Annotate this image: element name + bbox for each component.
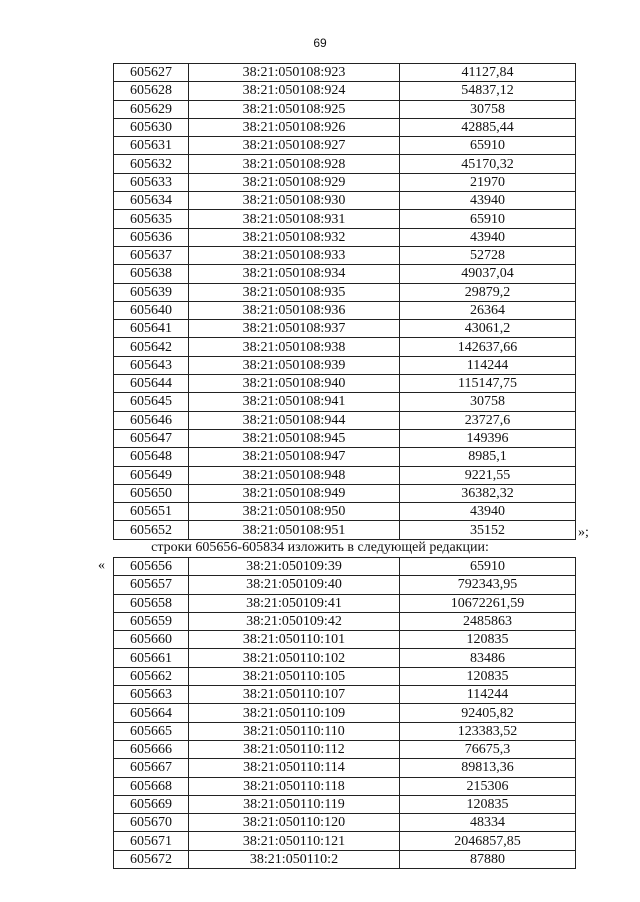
table-row: [114, 594, 576, 612]
cell-row-number: 605646: [114, 411, 189, 429]
cell-cadastral-number: 38:21:050109:41: [189, 594, 400, 612]
cell-value: 76675,3: [400, 740, 576, 758]
table-row: [114, 356, 576, 374]
cell-row-number: 605652: [114, 521, 189, 539]
cell-value: 120835: [400, 667, 576, 685]
table-row: [114, 173, 576, 191]
table-row: [114, 301, 576, 319]
table-row: [114, 558, 576, 576]
cell-value: 120835: [400, 795, 576, 813]
cell-row-number: 605633: [114, 173, 189, 191]
cell-value: 54837,12: [400, 82, 576, 100]
cell-row-number: 605649: [114, 466, 189, 484]
cell-value: 26364: [400, 301, 576, 319]
cell-row-number: 605668: [114, 777, 189, 795]
cell-row-number: 605631: [114, 137, 189, 155]
cell-cadastral-number: 38:21:050108:924: [189, 82, 400, 100]
opening-quote-mark: «: [98, 558, 105, 573]
cell-row-number: 605647: [114, 429, 189, 447]
cell-value: 8985,1: [400, 448, 576, 466]
cell-row-number: 605651: [114, 503, 189, 521]
cell-row-number: 605644: [114, 375, 189, 393]
cell-cadastral-number: 38:21:050108:937: [189, 320, 400, 338]
cell-value: 48334: [400, 814, 576, 832]
cell-cadastral-number: 38:21:050109:42: [189, 612, 400, 630]
cell-value: 65910: [400, 558, 576, 576]
table-top-body: [114, 64, 576, 540]
table-row: [114, 448, 576, 466]
cell-cadastral-number: 38:21:050108:929: [189, 173, 400, 191]
table-row: [114, 484, 576, 502]
cell-cadastral-number: 38:21:050108:935: [189, 283, 400, 301]
cell-cadastral-number: 38:21:050110:112: [189, 740, 400, 758]
table-row: [114, 759, 576, 777]
cell-value: 123383,52: [400, 722, 576, 740]
table-row: [114, 265, 576, 283]
cell-cadastral-number: 38:21:050108:948: [189, 466, 400, 484]
cell-row-number: 605639: [114, 283, 189, 301]
table-row: [114, 246, 576, 264]
table-row: [114, 686, 576, 704]
cell-row-number: 605640: [114, 301, 189, 319]
cell-cadastral-number: 38:21:050109:40: [189, 576, 400, 594]
cell-row-number: 605665: [114, 722, 189, 740]
cell-cadastral-number: 38:21:050110:118: [189, 777, 400, 795]
cell-row-number: 605669: [114, 795, 189, 813]
table-row: [114, 667, 576, 685]
table-row: [114, 228, 576, 246]
table-row: [114, 466, 576, 484]
cell-row-number: 605672: [114, 850, 189, 868]
table-row: [114, 576, 576, 594]
cell-value: 2485863: [400, 612, 576, 630]
cell-cadastral-number: 38:21:050108:930: [189, 192, 400, 210]
table-row: [114, 612, 576, 630]
cell-cadastral-number: 38:21:050109:39: [189, 558, 400, 576]
cell-cadastral-number: 38:21:050110:110: [189, 722, 400, 740]
cell-row-number: 605664: [114, 704, 189, 722]
cell-value: 9221,55: [400, 466, 576, 484]
cell-cadastral-number: 38:21:050108:934: [189, 265, 400, 283]
cell-row-number: 605657: [114, 576, 189, 594]
cell-row-number: 605671: [114, 832, 189, 850]
table-row: [114, 118, 576, 136]
cell-cadastral-number: 38:21:050110:102: [189, 649, 400, 667]
table-row: [114, 832, 576, 850]
table-row: [114, 320, 576, 338]
table-row: [114, 814, 576, 832]
cell-cadastral-number: 38:21:050108:928: [189, 155, 400, 173]
table-row: [114, 649, 576, 667]
cell-row-number: 605634: [114, 192, 189, 210]
cell-value: 142637,66: [400, 338, 576, 356]
table-row: [114, 429, 576, 447]
cell-value: 10672261,59: [400, 594, 576, 612]
cell-row-number: 605660: [114, 631, 189, 649]
amendment-instruction: строки 605656-605834 изложить в следующей редакции:: [151, 540, 489, 555]
cell-cadastral-number: 38:21:050110:114: [189, 759, 400, 777]
table-row: [114, 137, 576, 155]
cell-cadastral-number: 38:21:050108:951: [189, 521, 400, 539]
cell-row-number: 605645: [114, 393, 189, 411]
cell-value: 120835: [400, 631, 576, 649]
cell-row-number: 605662: [114, 667, 189, 685]
cell-value: 21970: [400, 173, 576, 191]
cell-row-number: 605641: [114, 320, 189, 338]
table-row: [114, 210, 576, 228]
cell-row-number: 605643: [114, 356, 189, 374]
cell-row-number: 605648: [114, 448, 189, 466]
cell-row-number: 605661: [114, 649, 189, 667]
cell-value: 114244: [400, 686, 576, 704]
table-row: [114, 375, 576, 393]
cell-value: 83486: [400, 649, 576, 667]
cell-value: 43940: [400, 192, 576, 210]
cell-row-number: 605635: [114, 210, 189, 228]
cell-cadastral-number: 38:21:050108:931: [189, 210, 400, 228]
cell-value: 43940: [400, 503, 576, 521]
table-row: [114, 740, 576, 758]
cell-cadastral-number: 38:21:050108:925: [189, 100, 400, 118]
table-row: [114, 64, 576, 82]
cell-cadastral-number: 38:21:050110:105: [189, 667, 400, 685]
cell-row-number: 605628: [114, 82, 189, 100]
cell-value: 52728: [400, 246, 576, 264]
cell-value: 792343,95: [400, 576, 576, 594]
table-row: [114, 393, 576, 411]
cell-cadastral-number: 38:21:050110:121: [189, 832, 400, 850]
table-row: [114, 192, 576, 210]
cell-row-number: 605663: [114, 686, 189, 704]
table-row: [114, 795, 576, 813]
cell-row-number: 605642: [114, 338, 189, 356]
cell-value: 114244: [400, 356, 576, 374]
cell-row-number: 605632: [114, 155, 189, 173]
table-row: [114, 283, 576, 301]
cell-value: 65910: [400, 210, 576, 228]
cell-value: 2046857,85: [400, 832, 576, 850]
cell-cadastral-number: 38:21:050110:119: [189, 795, 400, 813]
cell-value: 65910: [400, 137, 576, 155]
cell-cadastral-number: 38:21:050108:923: [189, 64, 400, 82]
table-row: [114, 521, 576, 539]
cell-value: 215306: [400, 777, 576, 795]
table-row: [114, 704, 576, 722]
cell-value: 43940: [400, 228, 576, 246]
cell-row-number: 605636: [114, 228, 189, 246]
cell-cadastral-number: 38:21:050108:932: [189, 228, 400, 246]
table-row: [114, 82, 576, 100]
cell-cadastral-number: 38:21:050108:933: [189, 246, 400, 264]
cell-cadastral-number: 38:21:050108:926: [189, 118, 400, 136]
cell-cadastral-number: 38:21:050108:947: [189, 448, 400, 466]
cell-row-number: 605630: [114, 118, 189, 136]
cell-cadastral-number: 38:21:050108:936: [189, 301, 400, 319]
table-row: [114, 100, 576, 118]
cell-value: 42885,44: [400, 118, 576, 136]
cell-value: 115147,75: [400, 375, 576, 393]
cell-cadastral-number: 38:21:050110:107: [189, 686, 400, 704]
cell-cadastral-number: 38:21:050110:2: [189, 850, 400, 868]
table-row: [114, 777, 576, 795]
cell-row-number: 605667: [114, 759, 189, 777]
cell-row-number: 605638: [114, 265, 189, 283]
closing-quote-mark: »;: [578, 525, 589, 540]
cell-cadastral-number: 38:21:050108:940: [189, 375, 400, 393]
cell-row-number: 605637: [114, 246, 189, 264]
cell-cadastral-number: 38:21:050110:120: [189, 814, 400, 832]
cell-row-number: 605627: [114, 64, 189, 82]
table-top: [113, 63, 576, 540]
cell-value: 30758: [400, 393, 576, 411]
table-row: [114, 503, 576, 521]
cell-row-number: 605659: [114, 612, 189, 630]
cell-cadastral-number: 38:21:050108:939: [189, 356, 400, 374]
table-bottom: [113, 557, 576, 869]
cell-value: 43061,2: [400, 320, 576, 338]
table-bottom-body: [114, 558, 576, 869]
cell-value: 89813,36: [400, 759, 576, 777]
page-number: 69: [313, 36, 327, 50]
cell-value: 23727,6: [400, 411, 576, 429]
cell-cadastral-number: 38:21:050108:950: [189, 503, 400, 521]
cell-cadastral-number: 38:21:050108:941: [189, 393, 400, 411]
table-row: [114, 338, 576, 356]
cell-cadastral-number: 38:21:050108:949: [189, 484, 400, 502]
table-row: [114, 155, 576, 173]
table-row: [114, 850, 576, 868]
cell-cadastral-number: 38:21:050110:109: [189, 704, 400, 722]
table-row: [114, 631, 576, 649]
table-row: [114, 411, 576, 429]
table-row: [114, 722, 576, 740]
cell-row-number: 605629: [114, 100, 189, 118]
cell-value: 30758: [400, 100, 576, 118]
cell-row-number: 605656: [114, 558, 189, 576]
cell-value: 41127,84: [400, 64, 576, 82]
cell-value: 36382,32: [400, 484, 576, 502]
cell-cadastral-number: 38:21:050108:938: [189, 338, 400, 356]
cell-value: 49037,04: [400, 265, 576, 283]
cell-value: 29879,2: [400, 283, 576, 301]
cell-cadastral-number: 38:21:050108:945: [189, 429, 400, 447]
cell-value: 35152: [400, 521, 576, 539]
cell-row-number: 605658: [114, 594, 189, 612]
cell-row-number: 605650: [114, 484, 189, 502]
cell-value: 92405,82: [400, 704, 576, 722]
cell-value: 149396: [400, 429, 576, 447]
cell-cadastral-number: 38:21:050110:101: [189, 631, 400, 649]
cell-row-number: 605670: [114, 814, 189, 832]
cell-cadastral-number: 38:21:050108:927: [189, 137, 400, 155]
cell-cadastral-number: 38:21:050108:944: [189, 411, 400, 429]
cell-value: 45170,32: [400, 155, 576, 173]
cell-row-number: 605666: [114, 740, 189, 758]
cell-value: 87880: [400, 850, 576, 868]
